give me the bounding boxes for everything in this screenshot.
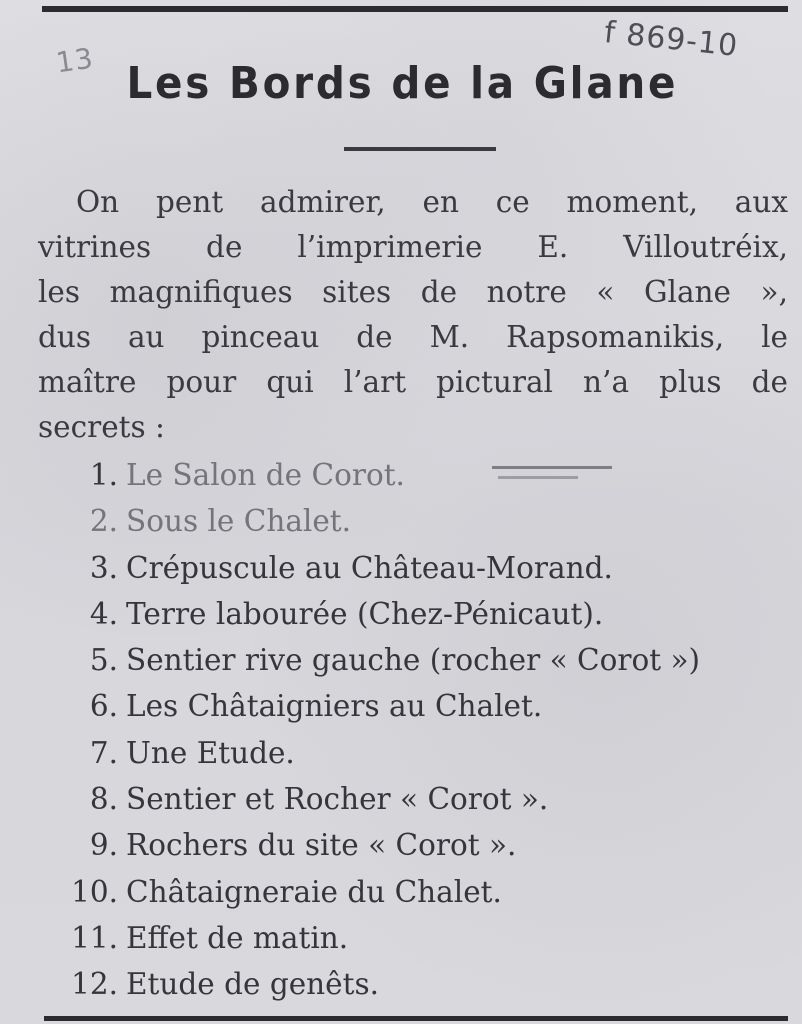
item-title: Les Châtaigniers au Chalet. [126,689,543,724]
item-title: Sous le Chalet. [126,504,352,539]
item-number: 12. [71,967,118,1002]
item-title: Etude de genêts. [126,967,379,1002]
headline-underline [344,147,496,151]
list-item [48,915,798,961]
item-title: Une Etude. [126,735,295,770]
intro-line: les magnifiques sites de notre « Glane », [38,275,788,309]
list-item [48,452,798,498]
list-item [48,822,798,868]
item-number: 11. [71,920,118,955]
item-title: Effet de matin. [126,920,349,955]
intro-line: maître pour qui l’art pictural n’a plus de [38,365,788,399]
list-item [48,545,798,591]
pencil-annotation-right: f 869-10 [602,15,740,64]
item-number: 8. [89,782,118,817]
list-item [48,637,798,683]
item-title: Le Salon de Corot. [126,458,405,492]
item-number: 6. [89,689,118,724]
painting-list [48,452,798,1008]
pencil-annotation-left: 13 [53,41,96,80]
item-number: 1. [89,458,118,492]
list-item [48,498,798,544]
intro-line: dus au pinceau de M. Rapsomanikis, le [38,320,788,354]
item-title: Rochers du site « Corot ». [126,828,517,863]
item-number: 3. [89,550,118,585]
ink-smudge [492,466,612,469]
list-item [48,683,798,729]
article-headline: Les Bords de la Glane [126,58,679,109]
item-number: 2. [89,504,118,539]
item-number: 5. [89,643,118,678]
list-item [48,730,798,776]
intro-line: vitrines de l’imprimerie E. Villoutréix, [38,230,788,264]
article-intro [38,180,788,450]
list-item [48,591,798,637]
item-number: 10. [71,874,118,909]
list-item [48,961,798,1007]
item-title: Châtaigneraie du Chalet. [126,874,502,909]
list-item [48,869,798,915]
bottom-rule [44,1016,788,1021]
intro-line: On pent admirer, en ce moment, aux [76,185,788,219]
intro-line: secrets : [38,410,165,444]
item-title: Crépuscule au Château-Morand. [126,550,613,585]
item-title: Sentier rive gauche (rocher « Corot ») [126,643,700,678]
item-number: 9. [89,828,118,863]
ink-smudge [498,476,578,479]
item-number: 7. [89,735,118,770]
list-item [48,776,798,822]
item-title: Terre labourée (Chez-Pénicaut). [126,596,604,631]
item-title: Sentier et Rocher « Corot ». [126,782,549,817]
item-number: 4. [89,596,118,631]
top-rule [42,6,788,12]
